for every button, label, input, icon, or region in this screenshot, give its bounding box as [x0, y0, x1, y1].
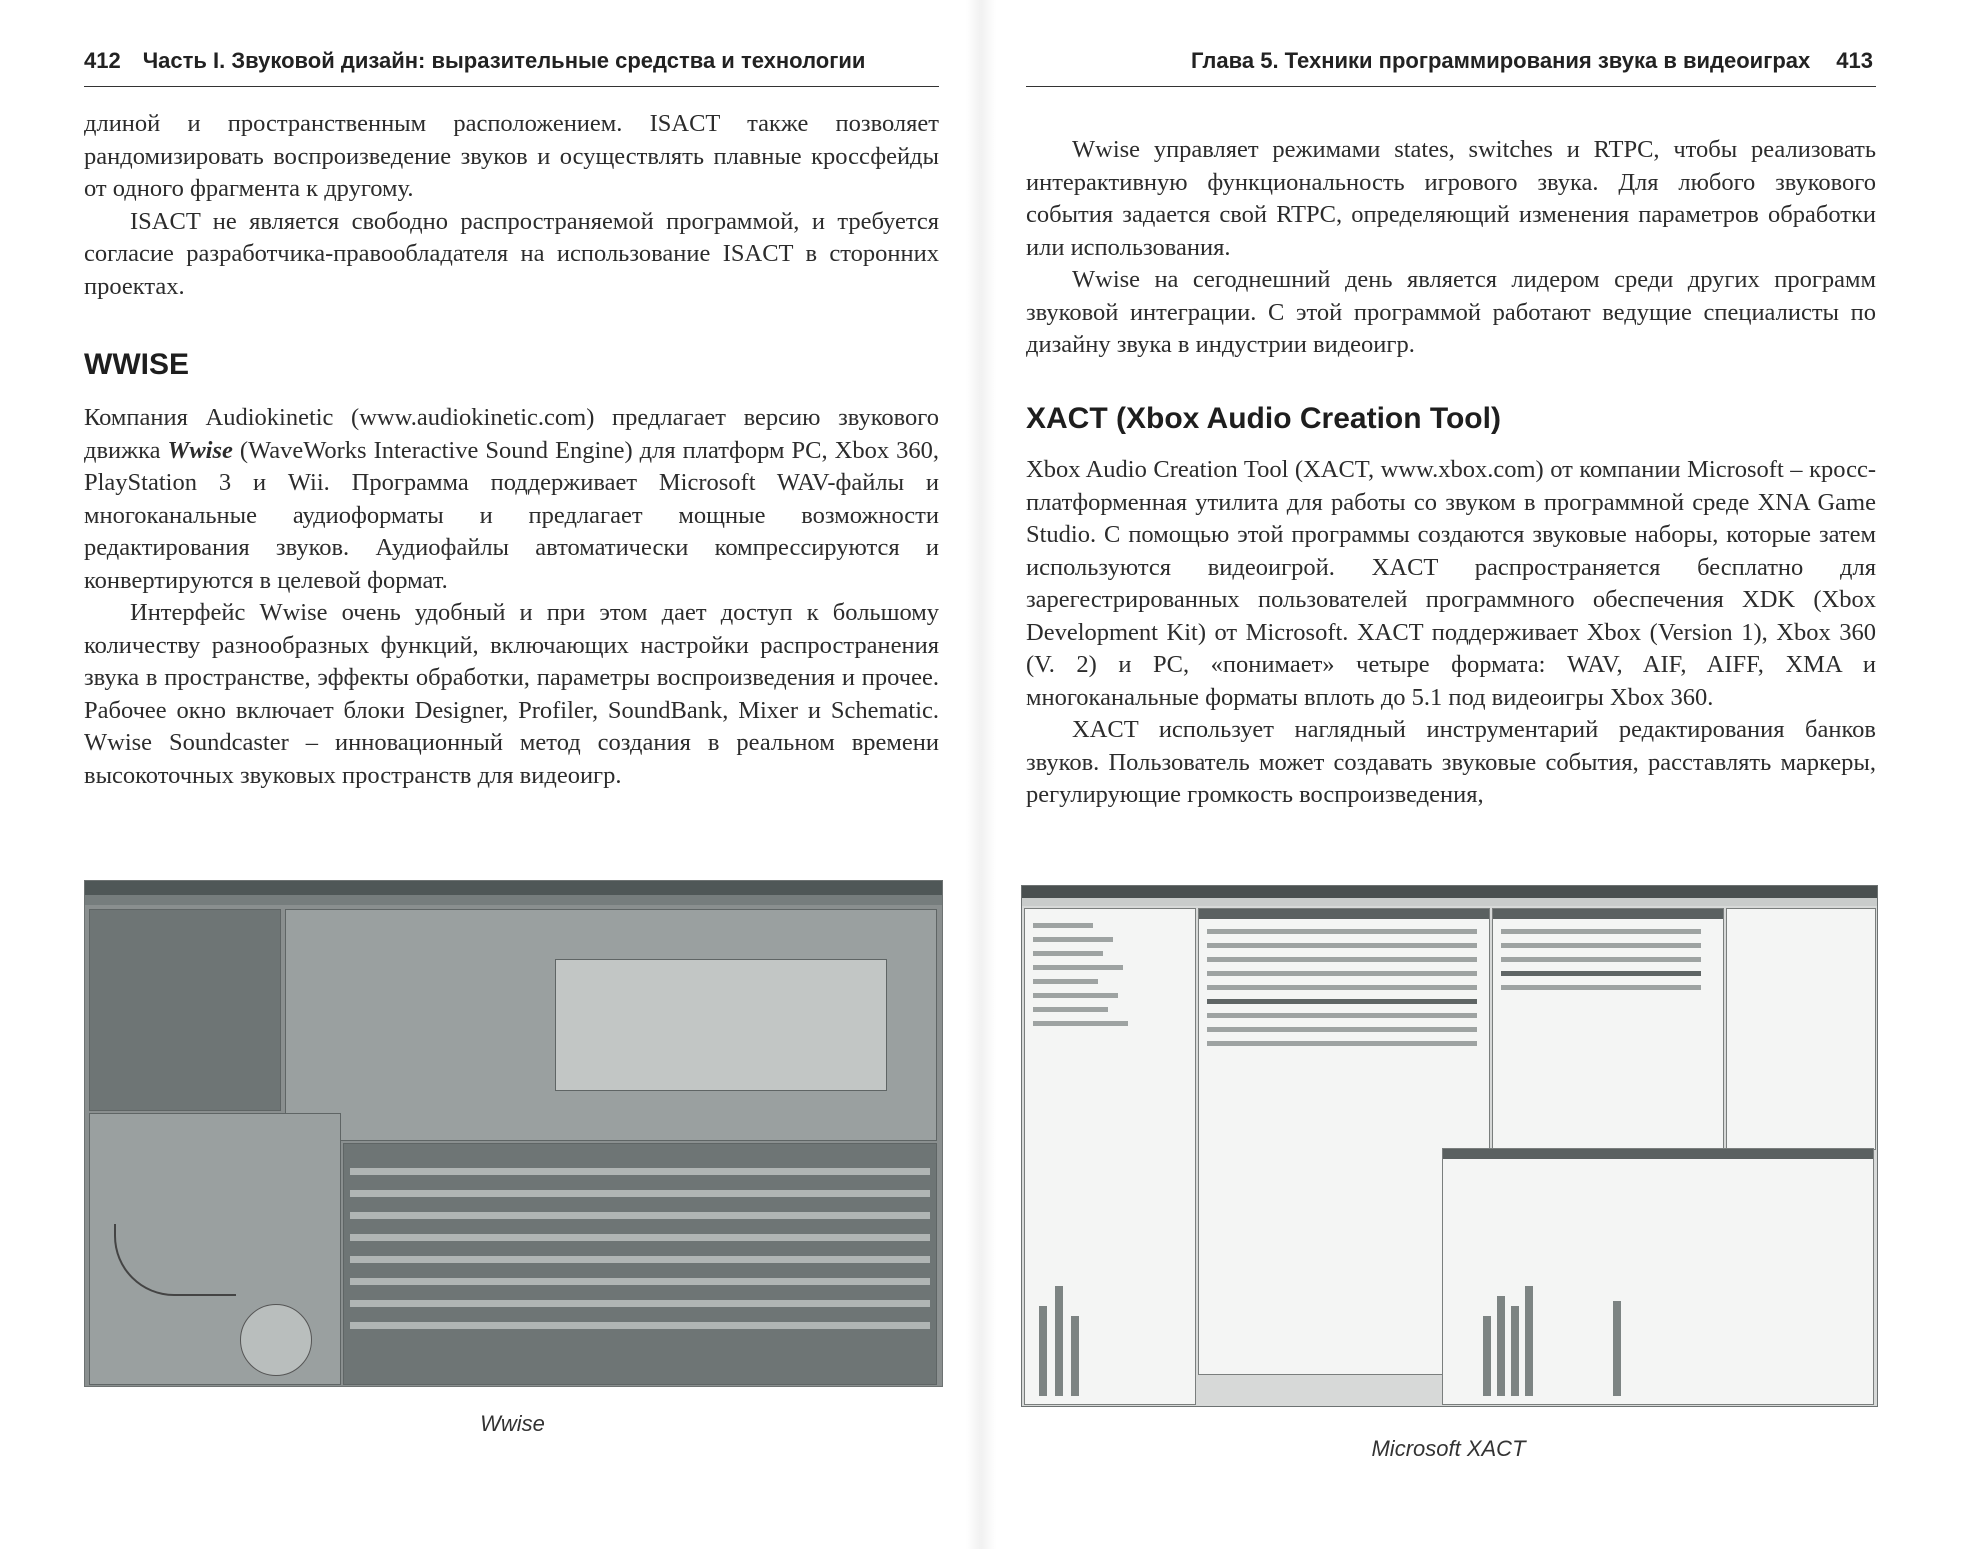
wave-row — [1207, 1027, 1477, 1032]
xact-heading: XACT (Xbox Audio Creation Tool) — [1026, 402, 1501, 435]
wave-bank-titlebar — [1199, 909, 1489, 919]
wave-row — [1207, 971, 1477, 976]
wave-row — [1207, 1041, 1477, 1046]
wwise-body-block — [84, 402, 939, 792]
xact-level-meter — [1483, 1316, 1491, 1396]
wave-row-selected — [1207, 999, 1477, 1004]
left-page-number: 412 — [84, 48, 121, 73]
wwise-mixer-list — [343, 1143, 937, 1385]
tree-item — [1033, 993, 1118, 998]
xact-screenshot — [1021, 885, 1878, 1407]
wave-row — [1207, 957, 1477, 962]
tree-item — [1033, 979, 1098, 984]
right-page — [981, 0, 1962, 1549]
xact-titlebar — [1022, 886, 1877, 898]
sound-bank-titlebar — [1493, 909, 1723, 919]
isact-paragraph: ISACT не является свободно распространяемой программой, и требуется согласие разработчика-правообладателя на использование ISACT в сторонних проектах. — [84, 207, 939, 300]
right-running-head-title: Глава 5. Техники программирования звука в видеоиграх — [1191, 48, 1811, 73]
wwise-heading: WWISE — [84, 348, 189, 381]
xact-body-block — [1026, 454, 1876, 812]
xact-level-meter — [1511, 1306, 1519, 1396]
wwise-track-editor — [555, 959, 887, 1091]
wave-row — [1207, 1013, 1477, 1018]
wwise-menubar — [85, 881, 942, 895]
sound-row-selected — [1501, 971, 1701, 976]
wwise-screenshot — [84, 880, 943, 1387]
tree-item — [1033, 937, 1113, 942]
sound-row — [1501, 929, 1701, 934]
xact-level-meter — [1497, 1296, 1505, 1396]
xact-sound-properties — [1442, 1148, 1874, 1405]
xact-paragraph-2: XACT использует наглядный инструментарий редактирования банков звуков. Пользователь может создавать звуковые события, расставлять маркеры, регулирующие громкость воспроизведения, — [1026, 716, 1876, 808]
mixer-row — [350, 1256, 930, 1263]
right-head-rule — [1026, 86, 1876, 87]
xact-level-meter — [1039, 1306, 1047, 1396]
tree-item — [1033, 1007, 1108, 1012]
xact-level-meter — [1525, 1286, 1533, 1396]
xact-project-tree — [1024, 908, 1196, 1405]
tree-item — [1033, 1021, 1128, 1026]
left-running-head — [84, 48, 934, 74]
tree-item — [1033, 951, 1103, 956]
sound-row — [1501, 943, 1701, 948]
xact-cue-tree — [1726, 908, 1876, 1150]
wwise-p1-start: Компания Audiokinetic (www.audiokinetic.com) предлагает версию звукового движка — [84, 404, 939, 464]
tree-item — [1033, 923, 1093, 928]
mixer-row — [350, 1278, 930, 1285]
wwise-attenuation-editor — [89, 1113, 341, 1385]
wwise-figure-caption: Wwise — [480, 1411, 545, 1436]
sound-properties-titlebar — [1443, 1149, 1873, 1159]
xact-figure-caption: Microsoft XACT — [1371, 1436, 1526, 1461]
wwise-leader-paragraph: Wwise на сегоднешний день является лидером среди других программ звуковой интеграции. С этой программой работают ведущие специалисты по дизайну звука в индустрии видеоигр. — [1026, 266, 1876, 358]
wave-row — [1207, 943, 1477, 948]
mixer-row — [350, 1322, 930, 1329]
mixer-row — [350, 1300, 930, 1307]
sound-row — [1501, 985, 1701, 990]
xact-level-meter — [1071, 1316, 1079, 1396]
wwise-paragraph-2: Интерфейс Wwise очень удобный и при этом дает доступ к большому количеству разнообразных функций, включающих настройки распространения звука в пространстве, эффекты обработки, параметры воспроизведения и прочее. Рабочее окно включает блоки Designer, Profiler, SoundBank, Mixer и Schematic. Wwise Soundcaster – инновационный метод создания в реальном времени высокоточных звуковых пространств для видеоигр. — [84, 599, 939, 789]
wwise-paragraph-1 — [84, 402, 939, 597]
xact-sound-bank — [1492, 908, 1724, 1150]
wwise-states-paragraph: Wwise управляет режимами states, switches и RTPC, чтобы реализовать интерактивную функциональность игрового звука. Для любого звукового события задается свой RTPC, определяющий изменения параметров обработки или использования. — [1026, 136, 1876, 261]
xact-level-meter — [1613, 1301, 1621, 1396]
mixer-row — [350, 1190, 930, 1197]
intro-paragraph: длиной и пространственным расположением. ISACT также позволяет рандомизировать воспроизведение звуков и осуществлять плавные кроссфейды от одного фрагмента к другому. — [84, 110, 939, 202]
wwise-positioning-circle — [240, 1304, 312, 1376]
wwise-product-name: Wwise — [167, 436, 233, 464]
mixer-row — [350, 1234, 930, 1241]
wave-row — [1207, 985, 1477, 990]
wwise-toolbar — [85, 895, 942, 905]
left-head-rule — [84, 86, 939, 87]
left-intro-block — [84, 108, 939, 303]
tree-item — [1033, 965, 1123, 970]
xact-menubar — [1022, 898, 1877, 906]
mixer-row — [350, 1212, 930, 1219]
mixer-row — [350, 1168, 930, 1175]
xact-level-meter — [1055, 1286, 1063, 1396]
left-running-head-title: Часть I. Звуковой дизайн: выразительные средства и технологии — [142, 48, 866, 73]
wwise-p1-end: (WaveWorks Interactive Sound Engine) для платформ PC, Xbox 360, PlayStation 3 и Wii. Программа поддерживает Microsoft WAV-файлы и многоканальные аудиоформаты и предлагает мощные возможности редактирования звуков. Аудиофайлы автоматически компрессируются и конвертируются в целевой формат. — [84, 436, 939, 594]
sound-row — [1501, 957, 1701, 962]
right-intro-block — [1026, 134, 1876, 362]
right-running-head — [1163, 48, 1873, 74]
wwise-project-explorer — [89, 909, 281, 1111]
wwise-attenuation-curve — [114, 1224, 236, 1296]
right-page-number: 413 — [1836, 48, 1873, 73]
xact-paragraph-1: Xbox Audio Creation Tool (XACT, www.xbox.com) от компании Microsoft – кросс-платформенная утилита для работы со звуком в программной среде XNA Game Studio. С помощью этой программы создаются звуковые наборы, которые затем используются видеоигрой. XACT распространяется бесплатно для зарегестрированных пользователей программного обеспечения XDK (Xbox Development Kit) от Microsoft. XACT поддерживает Xbox (Version 1), Xbox 360 (V. 2) и PC, «понимает» четыре формата: WAV, AIF, AIFF, XMA и многоканальные форматы вплоть до 5.1 под видеоигры Xbox 360. — [1026, 456, 1876, 711]
wave-row — [1207, 929, 1477, 934]
